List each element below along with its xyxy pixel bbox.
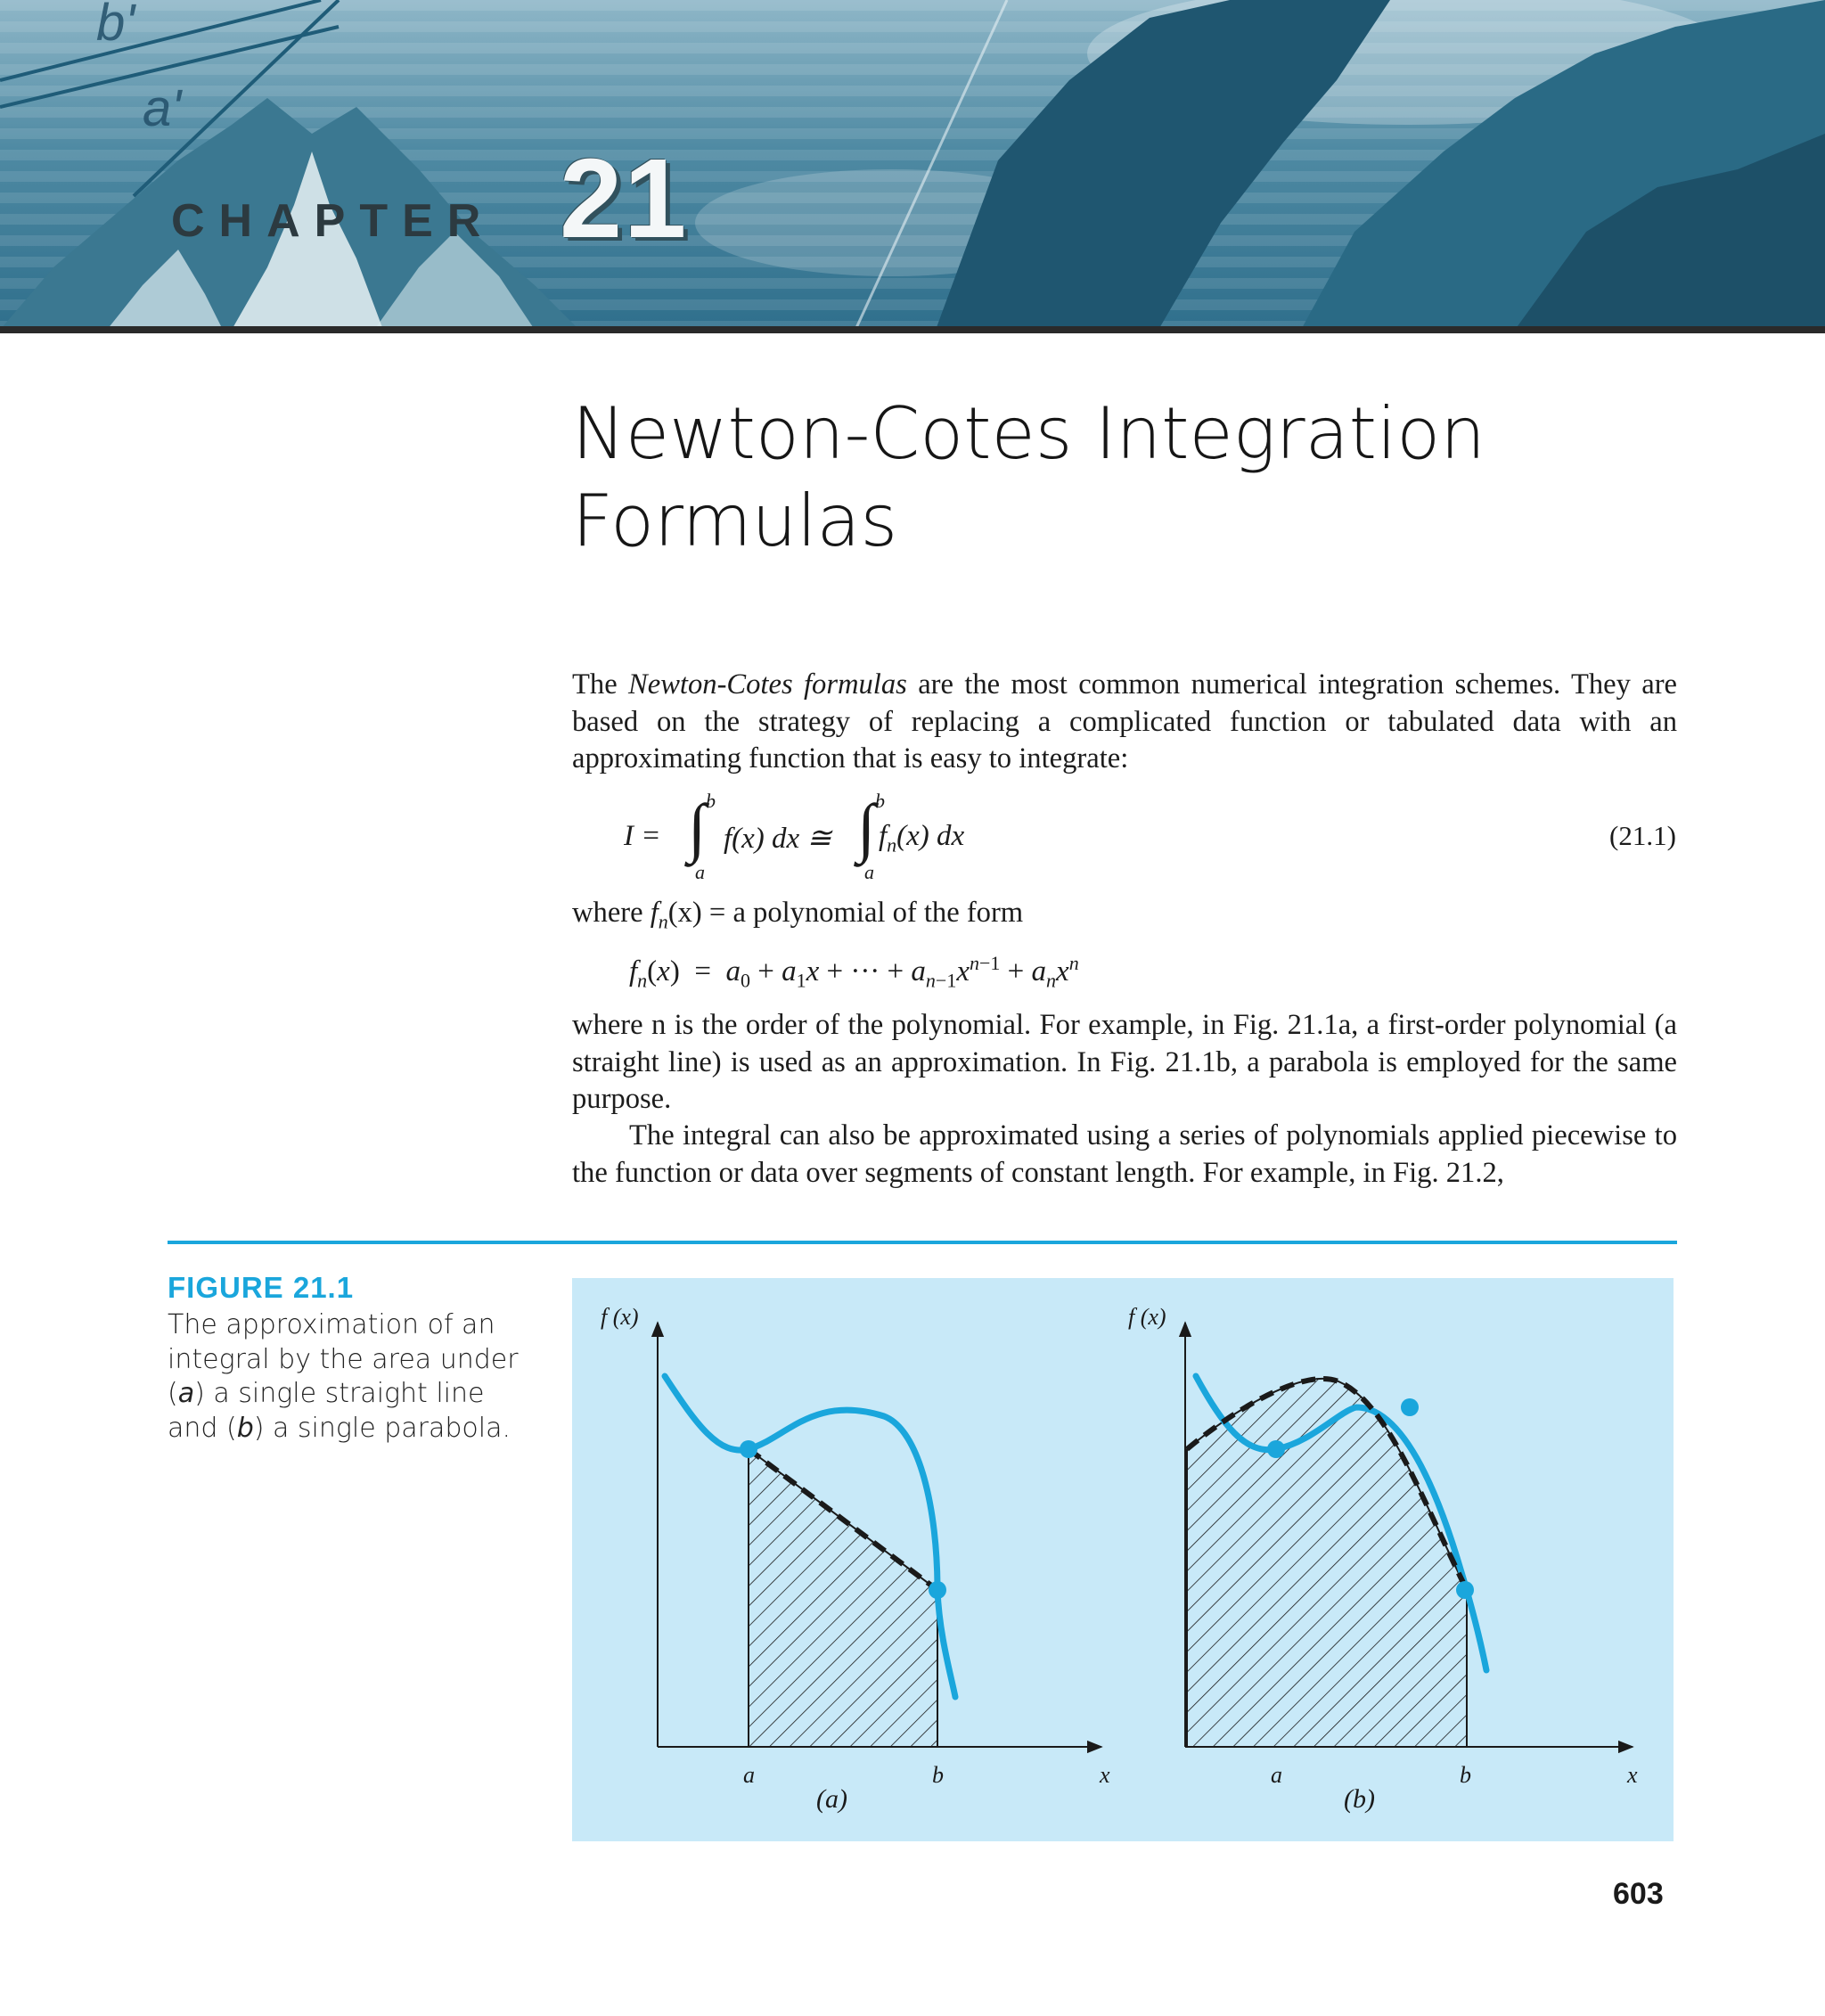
panel-b-point-a [1267,1440,1285,1458]
figure-rule [168,1241,1677,1244]
page-number: 603 [1613,1877,1664,1911]
figure-21-1-svg [572,1278,1674,1841]
chapter-banner [0,0,1825,330]
where-prefix: where [572,897,651,929]
figure-caption [168,1308,542,1446]
integral-2-upper: b [875,790,885,812]
integral-1-lower: a [695,861,705,883]
polynomial-equation: $f_n(x) = a_0 + a_1x$ + ··· + $a_{n-1}x^{n-1} + a_nx^n$ [629,952,1079,992]
panel-a-hatched-area [749,1449,937,1747]
intro-text-rest: are the most common numerical integration schemes. They are based on the strategy of replacing a complicated function or tabulated data with an approximating function that is easy to integrate: [572,668,1678,774]
caption-part-3: ) a single parabola. [253,1412,511,1444]
caption-part-b: b [236,1412,254,1444]
panel-a-point-b [929,1581,946,1599]
panel-b-point-mid [1401,1398,1419,1416]
chapter-title-line-2: Formulas [572,479,898,562]
chapter-title [572,390,1731,565]
intro-text-start: The [572,668,629,701]
eq-lhs: I = [624,820,661,852]
panel-a-panel-label: (a) [816,1784,847,1814]
panel-a-xlabel: x [1100,1762,1110,1788]
caption-part-1: The approximation of an integral by the area under ( [168,1309,519,1409]
panel-b-point-b [1456,1581,1474,1599]
panel-a-ylabel: f (x) [601,1304,639,1330]
panel-a [601,1304,1110,1814]
paragraph-order-of-polynomial: where n is the order of the polynomial. For example, in Fig. 21.1a, a first-order polynomial (a straight line) is used as an approximation. In Fig. 21.1b, a parabola is employed for the same purpose. [572,1009,1677,1115]
panel-b-hatched-area [1187,1379,1467,1747]
panel-a-a-label: a [743,1762,755,1788]
eq-term-2-f: f [879,820,888,852]
mountain-illustration [0,0,1825,330]
figure-label: FIGURE 21.1 [168,1271,355,1304]
panel-a-b-label: b [932,1762,944,1788]
integral-2-lower: a [864,861,874,883]
integral-sign-2: ∫ [857,791,876,865]
integral-1-upper: b [706,790,716,812]
eq-term-2-sub: n [887,833,897,856]
chapter-title-line-1: Newton-Cotes Integration [572,392,1485,475]
eq-term-2 [879,820,964,857]
chapter-number: 21 [560,135,689,261]
banner-hand-label-a: a' [143,79,182,137]
banner-divider [0,326,1825,333]
intro-paragraph [572,667,1677,778]
panel-b [1128,1304,1638,1814]
paragraph-piecewise: The integral can also be approximated using a series of polynomials applied piecewise to the function or data over segments of constant length. For example, in Fig. 21.2, [572,1119,1677,1189]
where-rest: (x) = a polynomial of the form [667,897,1024,929]
where-f: f [650,897,659,929]
banner-hand-label-b: b' [96,0,135,52]
newton-cotes-term: Newton-Cotes formulas [628,668,907,701]
where-sub: n [658,910,668,933]
panel-b-a-label: a [1271,1762,1282,1788]
where-line [572,897,1023,934]
caption-part-2: ) a single straight line and ( [168,1378,485,1444]
figure-panel [572,1278,1674,1841]
caption-part-a: a [177,1378,195,1409]
panel-b-panel-label: (b) [1344,1784,1375,1814]
equation-number: (21.1) [1609,820,1676,851]
eq-term-1: f(x) dx ≅ [724,823,832,855]
integral-sign-1: ∫ [688,791,707,865]
panel-a-point-a [740,1440,757,1458]
eq-term-2-rest: (x) dx [896,820,965,852]
chapter-label: CHAPTER [171,195,495,247]
panel-b-ylabel: f (x) [1128,1304,1166,1330]
panel-b-xlabel: x [1627,1762,1638,1788]
panel-b-b-label: b [1460,1762,1471,1788]
